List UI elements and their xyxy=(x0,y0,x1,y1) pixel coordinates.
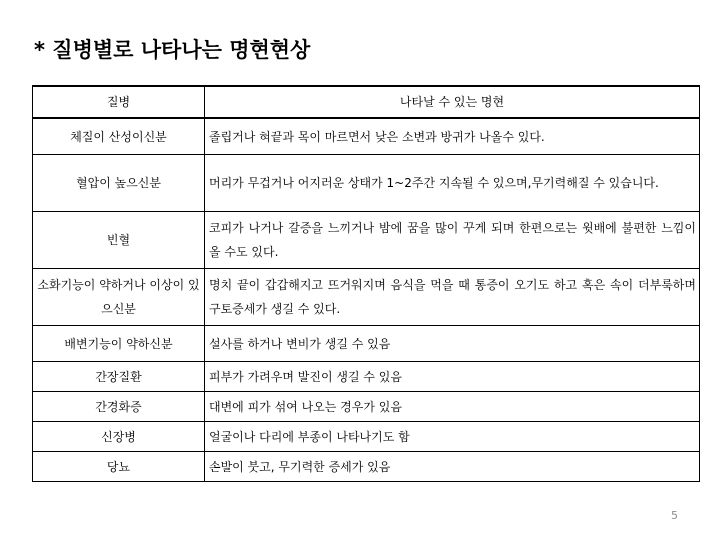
illness-cell: 신장병 xyxy=(33,422,205,452)
illness-cell: 빈혈 xyxy=(33,212,205,269)
illness-cell: 간장질환 xyxy=(33,362,205,392)
table-row xyxy=(33,155,700,212)
table-row xyxy=(33,326,700,362)
table-header-row xyxy=(33,86,700,118)
table-row xyxy=(33,118,700,155)
effect-cell: 피부가 가려우며 발진이 생길 수 있음 xyxy=(205,362,700,392)
header-effect: 나타날 수 있는 명현 xyxy=(205,86,700,118)
table-row xyxy=(33,212,700,269)
table-row xyxy=(33,362,700,392)
page-number: 5 xyxy=(671,509,678,522)
illness-cell: 배변기능이 약하신분 xyxy=(33,326,205,362)
table-row xyxy=(33,452,700,482)
table-row xyxy=(33,422,700,452)
illness-cell: 간경화증 xyxy=(33,392,205,422)
effect-cell: 졸립거나 혀끝과 목이 마르면서 낮은 소변과 방귀가 나올수 있다. xyxy=(205,118,700,155)
illness-cell: 소화기능이 약하거나 이상이 있으신분 xyxy=(33,269,205,326)
effect-cell: 머리가 무겁거나 어지러운 상태가 1~2주간 지속될 수 있으며,무기력해질 수 있습니다. xyxy=(205,155,700,212)
effect-cell: 손발이 붓고, 무기력한 증세가 있음 xyxy=(205,452,700,482)
effect-cell: 얼굴이나 다리에 부종이 나타나기도 함 xyxy=(205,422,700,452)
table-row xyxy=(33,269,700,326)
illness-cell: 당뇨 xyxy=(33,452,205,482)
header-illness: 질병 xyxy=(33,86,205,118)
table-row xyxy=(33,392,700,422)
slide-title: * 질병별로 나타나는 명현현상 xyxy=(34,38,311,62)
effect-cell: 설사를 하거나 변비가 생길 수 있음 xyxy=(205,326,700,362)
illness-cell: 체질이 산성이신분 xyxy=(33,118,205,155)
remedy-table xyxy=(32,85,700,482)
effect-cell: 코피가 나거나 갈증을 느끼거나 밤에 꿈을 많이 꾸게 되며 한편으로는 윗배에 불편한 느낌이 올 수도 있다. xyxy=(205,212,700,269)
illness-cell: 혈압이 높으신분 xyxy=(33,155,205,212)
effect-cell: 명치 끝이 갑갑해지고 뜨거워지며 음식을 먹을 때 통증이 오기도 하고 혹은 속이 더부룩하며 구토증세가 생길 수 있다. xyxy=(205,269,700,326)
effect-cell: 대변에 피가 섞여 나오는 경우가 있음 xyxy=(205,392,700,422)
